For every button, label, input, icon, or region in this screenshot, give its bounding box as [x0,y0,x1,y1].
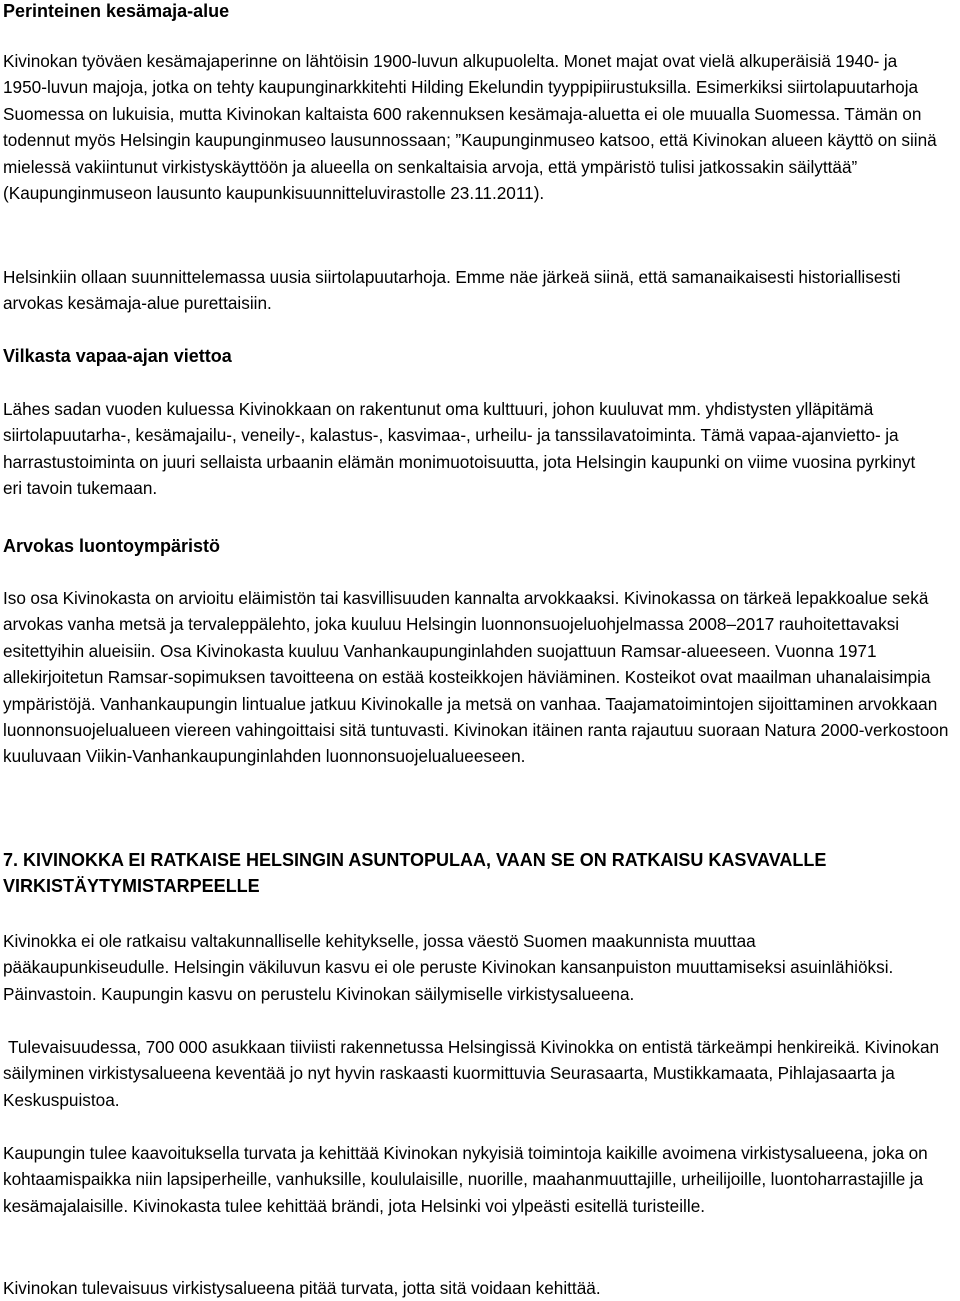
heading-section-7-line-1: 7. KIVINOKKA EI RATKAISE HELSINGIN ASUNTOPULAA, VAAN SE ON RATKAISU KASVAVALLE [3,850,827,870]
heading-valuable-nature: Arvokas luontoympäristö [3,536,221,556]
paragraph-future-helsinki: Tulevaisuudessa, 700 000 asukkaan tiiviisti rakennetussa Helsingissä Kivinokka on entistä tärkeämpi henkireikä. Kivinokan säilyminen virkistysalueena keventää jo nyt hyvin raskaasti kuormittuvia Seurasaarta, Mustikkamaata, Pihlajasaarta ja Keskuspuistoa. [3,1037,940,1110]
heading-leisure-activities: Vilkasta vapaa-ajan viettoa [3,346,232,366]
paragraph-traditional-history: Kivinokan työväen kesämajaperinne on lähtöisin 1900-luvun alkupuolelta. Monet majat ovat vielä alkuperäisiä 1940- ja 1950-luvun majoja, jotka on tehty kaupunginarkkitehti Hilding Ekelundin tyyppipiirustuksilla. Esimerkiksi siirtolapuutarhoja Suomessa on lukuisia, mutta Kivinokan kaltaista 600 rakennuksen kesämaja-aluetta ei ole muualla Suomessa. Tämän on todennut myös Helsingin kaupunginmuseo lausunnossaan; ”Kaupunginmuseo katsoo, että Kivinokan alueen käyttö on siinä mielessä vakiintunut virkistyskäyttöön ja alueella on senkaltaisia arvoja, että ympäristö tulisi jatkossakin säilyttää” (Kaupunginmuseon lausunto kaupunkisuunnitteluvirastolle 23.11.2011). [3,51,937,204]
paragraph-nature-values: Iso osa Kivinokasta on arvioitu eläimistön tai kasvillisuuden kannalta arvokkaaksi. Kivinokassa on tärkeä lepakkoalue sekä arvokas vanha metsä ja tervaleppälehto, joka kuuluu Helsingin luonnonsuojeluohjelmassa 2008–2017 rauhoitettavaksi esitettyihin alueisiin. Osa Kivinokasta kuuluu Vanhankaupunginlahden suojattuun Ramsar-alueeseen. Vuonna 1971 allekirjoitetun Ramsar-sopimuksen tavoitteena on estää kosteikkojen häviäminen. Kosteikot ovat maailman uhanalaisimpia ympäristöjä. Vanhankaupungin lintualue jatkuu Kivinokalle ja metsä on vanhaa. Taajamatoimintojen sijoittaminen arvokkaan luonnonsuojelualueen viereen vahingoittaisi sitä tuntuvasti. Kivinokan itäinen ranta rajautuu suoraan Natura 2000-verkostoon kuuluvaan Viikin-Vanhankaupunginlahden luonnonsuojelualueeseen. [3,588,949,767]
paragraph-new-allotment-gardens: Helsinkiin ollaan suunnittelemassa uusia siirtolapuutarhoja. Emme näe järkeä siinä, että samanaikaisesti historiallisesti arvokas kesämaja-alue purettaisiin. [3,267,901,314]
paragraph-closing-statement: Kivinokan tulevaisuus virkistysalueena pitää turvata, jotta sitä voidaan kehittää. [3,1278,601,1298]
paragraph-population-growth: Kivinokka ei ole ratkaisu valtakunnalliselle kehitykselle, jossa väestö Suomen maakunnista muuttaa pääkaupunkiseudulle. Helsingin väkiluvun kasvu ei ole peruste Kivinokan kansanpuiston muuttamiseksi asuinlähiöksi. Päinvastoin. Kaupungin kasvu on perustelu Kivinokan säilymiselle virkistysalueena. [3,931,894,1004]
paragraph-zoning-goals: Kaupungin tulee kaavoituksella turvata ja kehittää Kivinokan nykyisiä toimintoja kaikille avoimena virkistysalueena, joka on kohtaamispaikka niin lapsiperheille, vanhuksille, koululaisille, nuorille, maahanmuuttajille, urheilijoille, luontoharrastajille ja kesämajalaisille. Kivinokasta tulee kehittää brändi, jota Helsinki voi ylpeästi esitellä turisteille. [3,1143,928,1216]
heading-section-7-line-2: VIRKISTÄYTYMISTARPEELLE [3,876,260,896]
heading-traditional-summer-cottage-area: Perinteinen kesämaja-alue [3,1,230,21]
paragraph-leisure-culture: Lähes sadan vuoden kuluessa Kivinokkaan on rakentunut oma kulttuuri, johon kuuluvat mm. yhdistysten ylläpitämä siirtolapuutarha-, kesämajailu-, veneily-, kalastus-, kasvimaa-, urheilu- ja tanssilavatoiminta. Tämä vapaa-ajanvietto- ja harrastustoiminta on juuri sellaista urbaanin elämän monimuotoisuutta, jota Helsingin kaupunki on viime vuosina pyrkinyt eri tavoin tukemaan. [3,399,916,499]
